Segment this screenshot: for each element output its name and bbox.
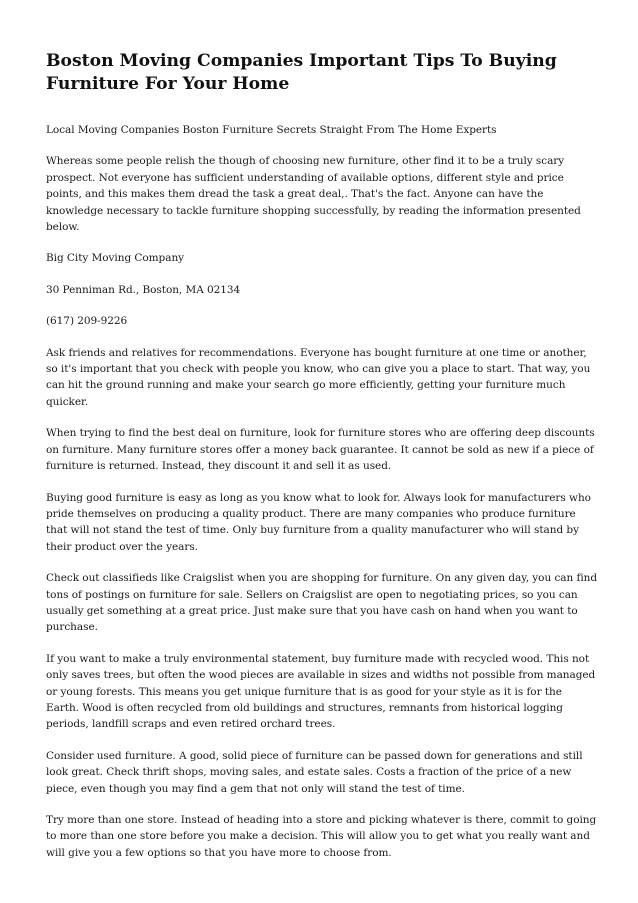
body-paragraph: Try more than one store. Instead of heading into a store and picking whatever is there, commit to going to more than one store before you make a decision. This will allow you to get what you really want and will give you a few options so that you have more to choose from. [46,814,597,859]
body-paragraph: Ask friends and relatives for recommendations. Everyone has bought furniture at one time or another, so it's important that you check with people you know, who can give you a place to start. That way, you can hit the ground running and make your search go more efficiently, getting your furniture much quicker. [46,346,591,408]
document-title: Boston Moving Companies Important Tips To Buying Furniture For Your Home [46,51,557,94]
company-address: 30 Penniman Rd., Boston, MA 02134 [46,283,241,296]
body-paragraph: When trying to find the best deal on furniture, look for furniture stores who are offering deep discounts on furniture. Many furniture stores offer a money back guarantee. It cannot be sold as new if a piece of furniture is returned. Instead, they discount it and sell it as used. [46,427,595,473]
intro-paragraph: Whereas some people relish the though of choosing new furniture, other find it to be a truly scary prospect. Not everyone has sufficient understanding of available options, different style and price points, and this makes them dread the task a great deal,. That's the fact. Anyone can have the knowledge necessary to tackle furniture shopping successfully, by reading the information presented below. [46,155,581,234]
body-paragraph: Buying good furniture is easy as long as you know what to look for. Always look for manufacturers who pride themselves on producing a quality product. There are many companies who produce furniture that will not stand the test of time. Only buy furniture from a quality manufacturer who will stand by their product over the years. [46,491,591,553]
body-paragraph: Consider used furniture. A good, solid piece of furniture can be passed down for generations and still look great. Check thrift shops, moving sales, and estate sales. Costs a fraction of the price of a new piece, even though you may find a gem that not only will stand the test of time. [46,749,583,795]
document-page [46,50,598,876]
company-phone: (617) 209-9226 [46,315,128,328]
body-paragraph: Check out classifieds like Craigslist when you are shopping for furniture. On any given day, you can find tons of postings on furniture for sale. Sellers on Craigslist are open to negotiating prices, so you can usually get something at a great price. Just make sure that you have cash on hand when you want to purchase. [46,572,598,634]
subtitle-paragraph: Local Moving Companies Boston Furniture Secrets Straight From The Home Experts [46,124,497,136]
body-paragraph: If you want to make a truly environmental statement, buy furniture made with recycled wood. This not only saves trees, but often the wood pieces are available in sizes and widths not possible from managed or young forests. This means you get unique furniture that is as good for your style as it is for the Earth. Wood is often recycled from old buildings and structures, remnants from historical logging periods, landfill scraps and even retired orchard trees. [46,652,596,731]
company-name: Big City Moving Company [46,252,185,265]
